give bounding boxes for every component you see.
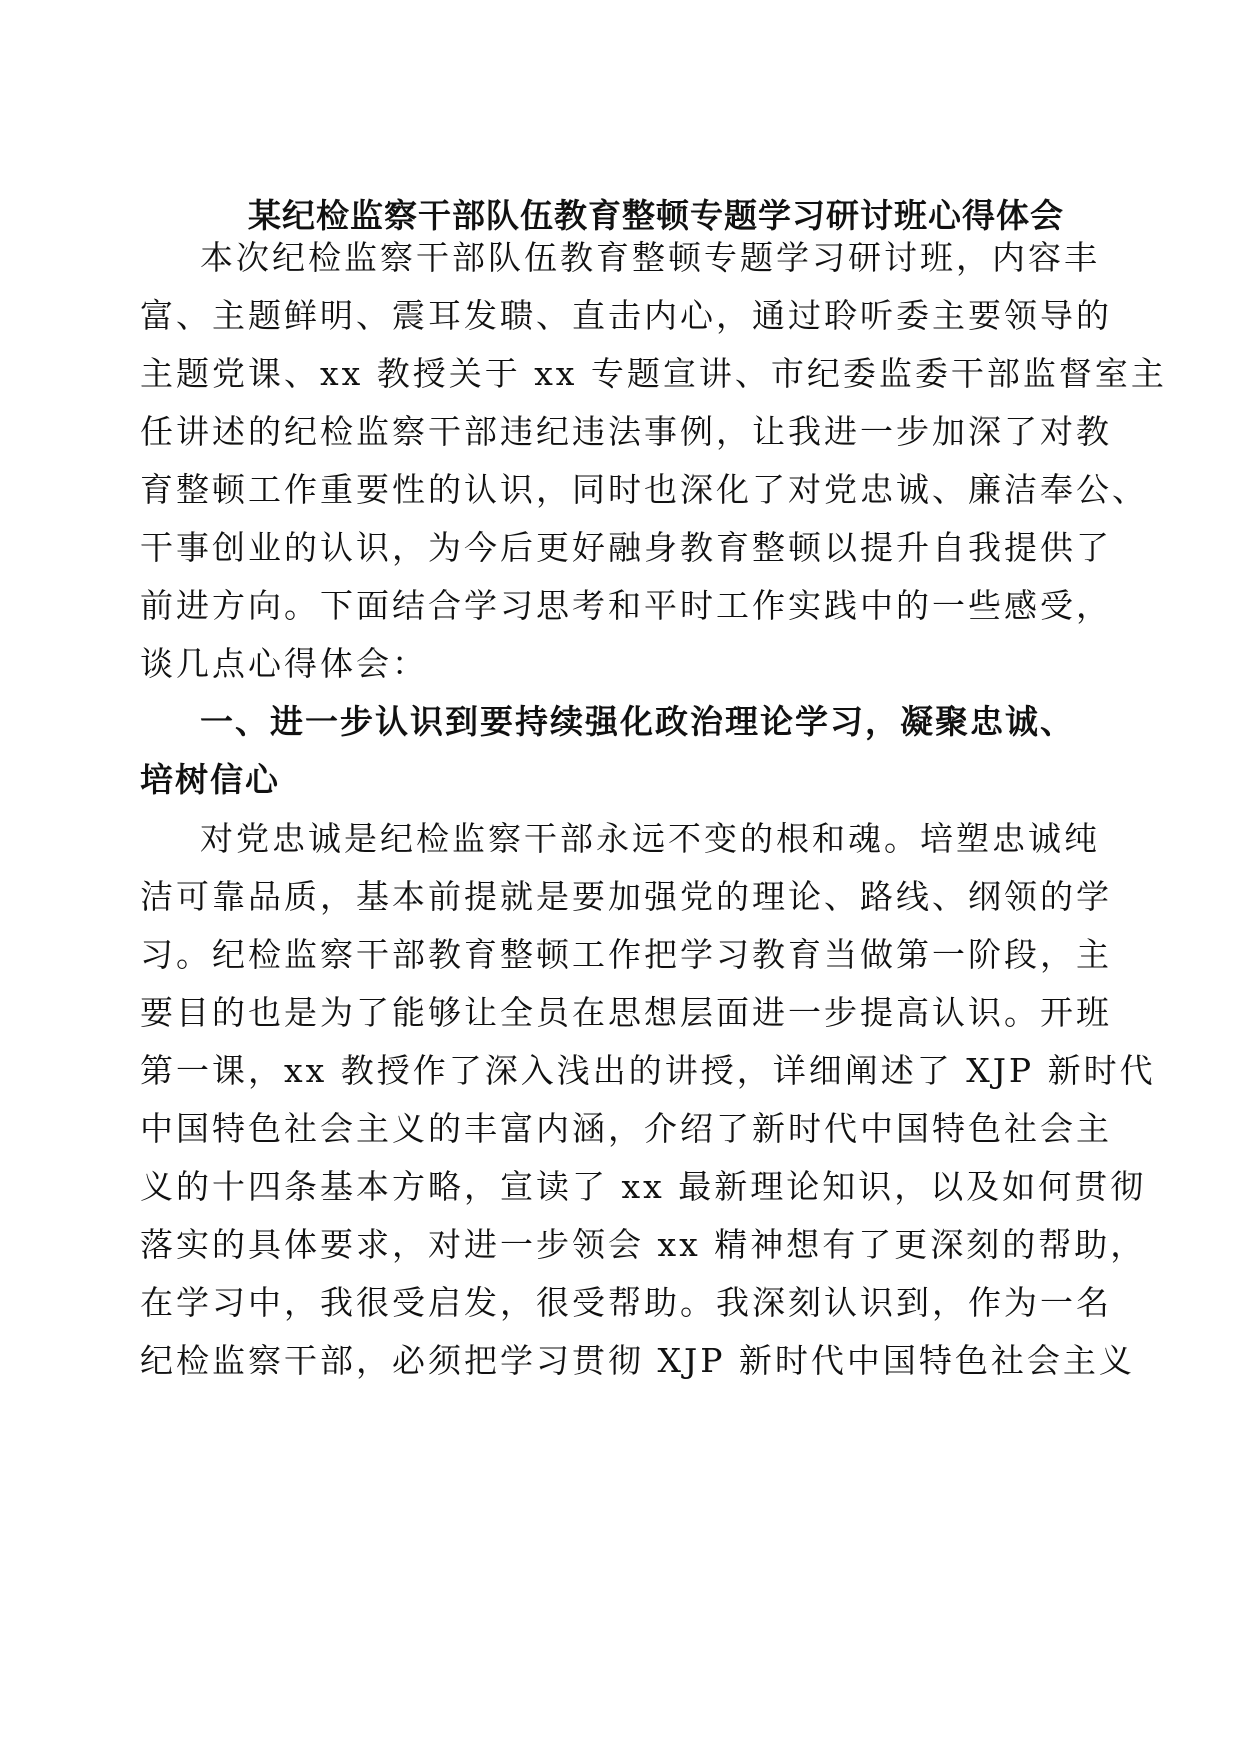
body-line: 习。纪检监察干部教育整顿工作把学习教育当做第一阶段，主 [140,935,1112,974]
document-title: 某纪检监察干部队伍教育整顿专题学习研讨班心得体会 [248,196,1064,235]
body-line: 对党忠诚是纪检监察干部永远不变的根和魂。培塑忠诚纯 [200,819,1100,858]
intro-line: 富、主题鲜明、震耳发聩、直击内心，通过聆听委主要领导的 [140,296,1112,335]
body-line: 纪检监察干部，必须把学习贯彻 XJP 新时代中国特色社会主义 [140,1341,1135,1380]
intro-line: 前进方向。下面结合学习思考和平时工作实践中的一些感受， [140,586,1112,625]
body-line: 洁可靠品质，基本前提就是要加强党的理论、路线、纲领的学 [140,877,1112,916]
intro-line: 本次纪检监察干部队伍教育整顿专题学习研讨班，内容丰 [200,238,1100,277]
body-line: 义的十四条基本方略，宣读了 xx 最新理论知识，以及如何贯彻 [140,1167,1147,1206]
intro-line: 谈几点心得体会： [140,644,428,683]
body-line: 中国特色社会主义的丰富内涵，介绍了新时代中国特色社会主 [140,1109,1112,1148]
section-heading: 一、进一步认识到要持续强化政治理论学习，凝聚忠诚、 [200,702,1075,741]
body-line: 落实的具体要求，对进一步领会 xx 精神想有了更深刻的帮助， [140,1225,1147,1264]
body-line: 第一课，xx 教授作了深入浅出的讲授，详细阐述了 XJP 新时代 [140,1051,1156,1090]
intro-line: 育整顿工作重要性的认识，同时也深化了对党忠诚、廉洁奉公、 [140,470,1148,509]
intro-line: 主题党课、xx 教授关于 xx 专题宣讲、市纪委监委干部监督室主 [140,354,1167,393]
body-line: 要目的也是为了能够让全员在思想层面进一步提高认识。开班 [140,993,1112,1032]
intro-line: 任讲述的纪检监察干部违纪违法事例，让我进一步加深了对教 [140,412,1112,451]
body-line: 在学习中，我很受启发，很受帮助。我深刻认识到，作为一名 [140,1283,1112,1322]
intro-line: 干事创业的认识，为今后更好融身教育整顿以提升自我提供了 [140,528,1112,567]
section-heading: 培树信心 [140,760,280,799]
